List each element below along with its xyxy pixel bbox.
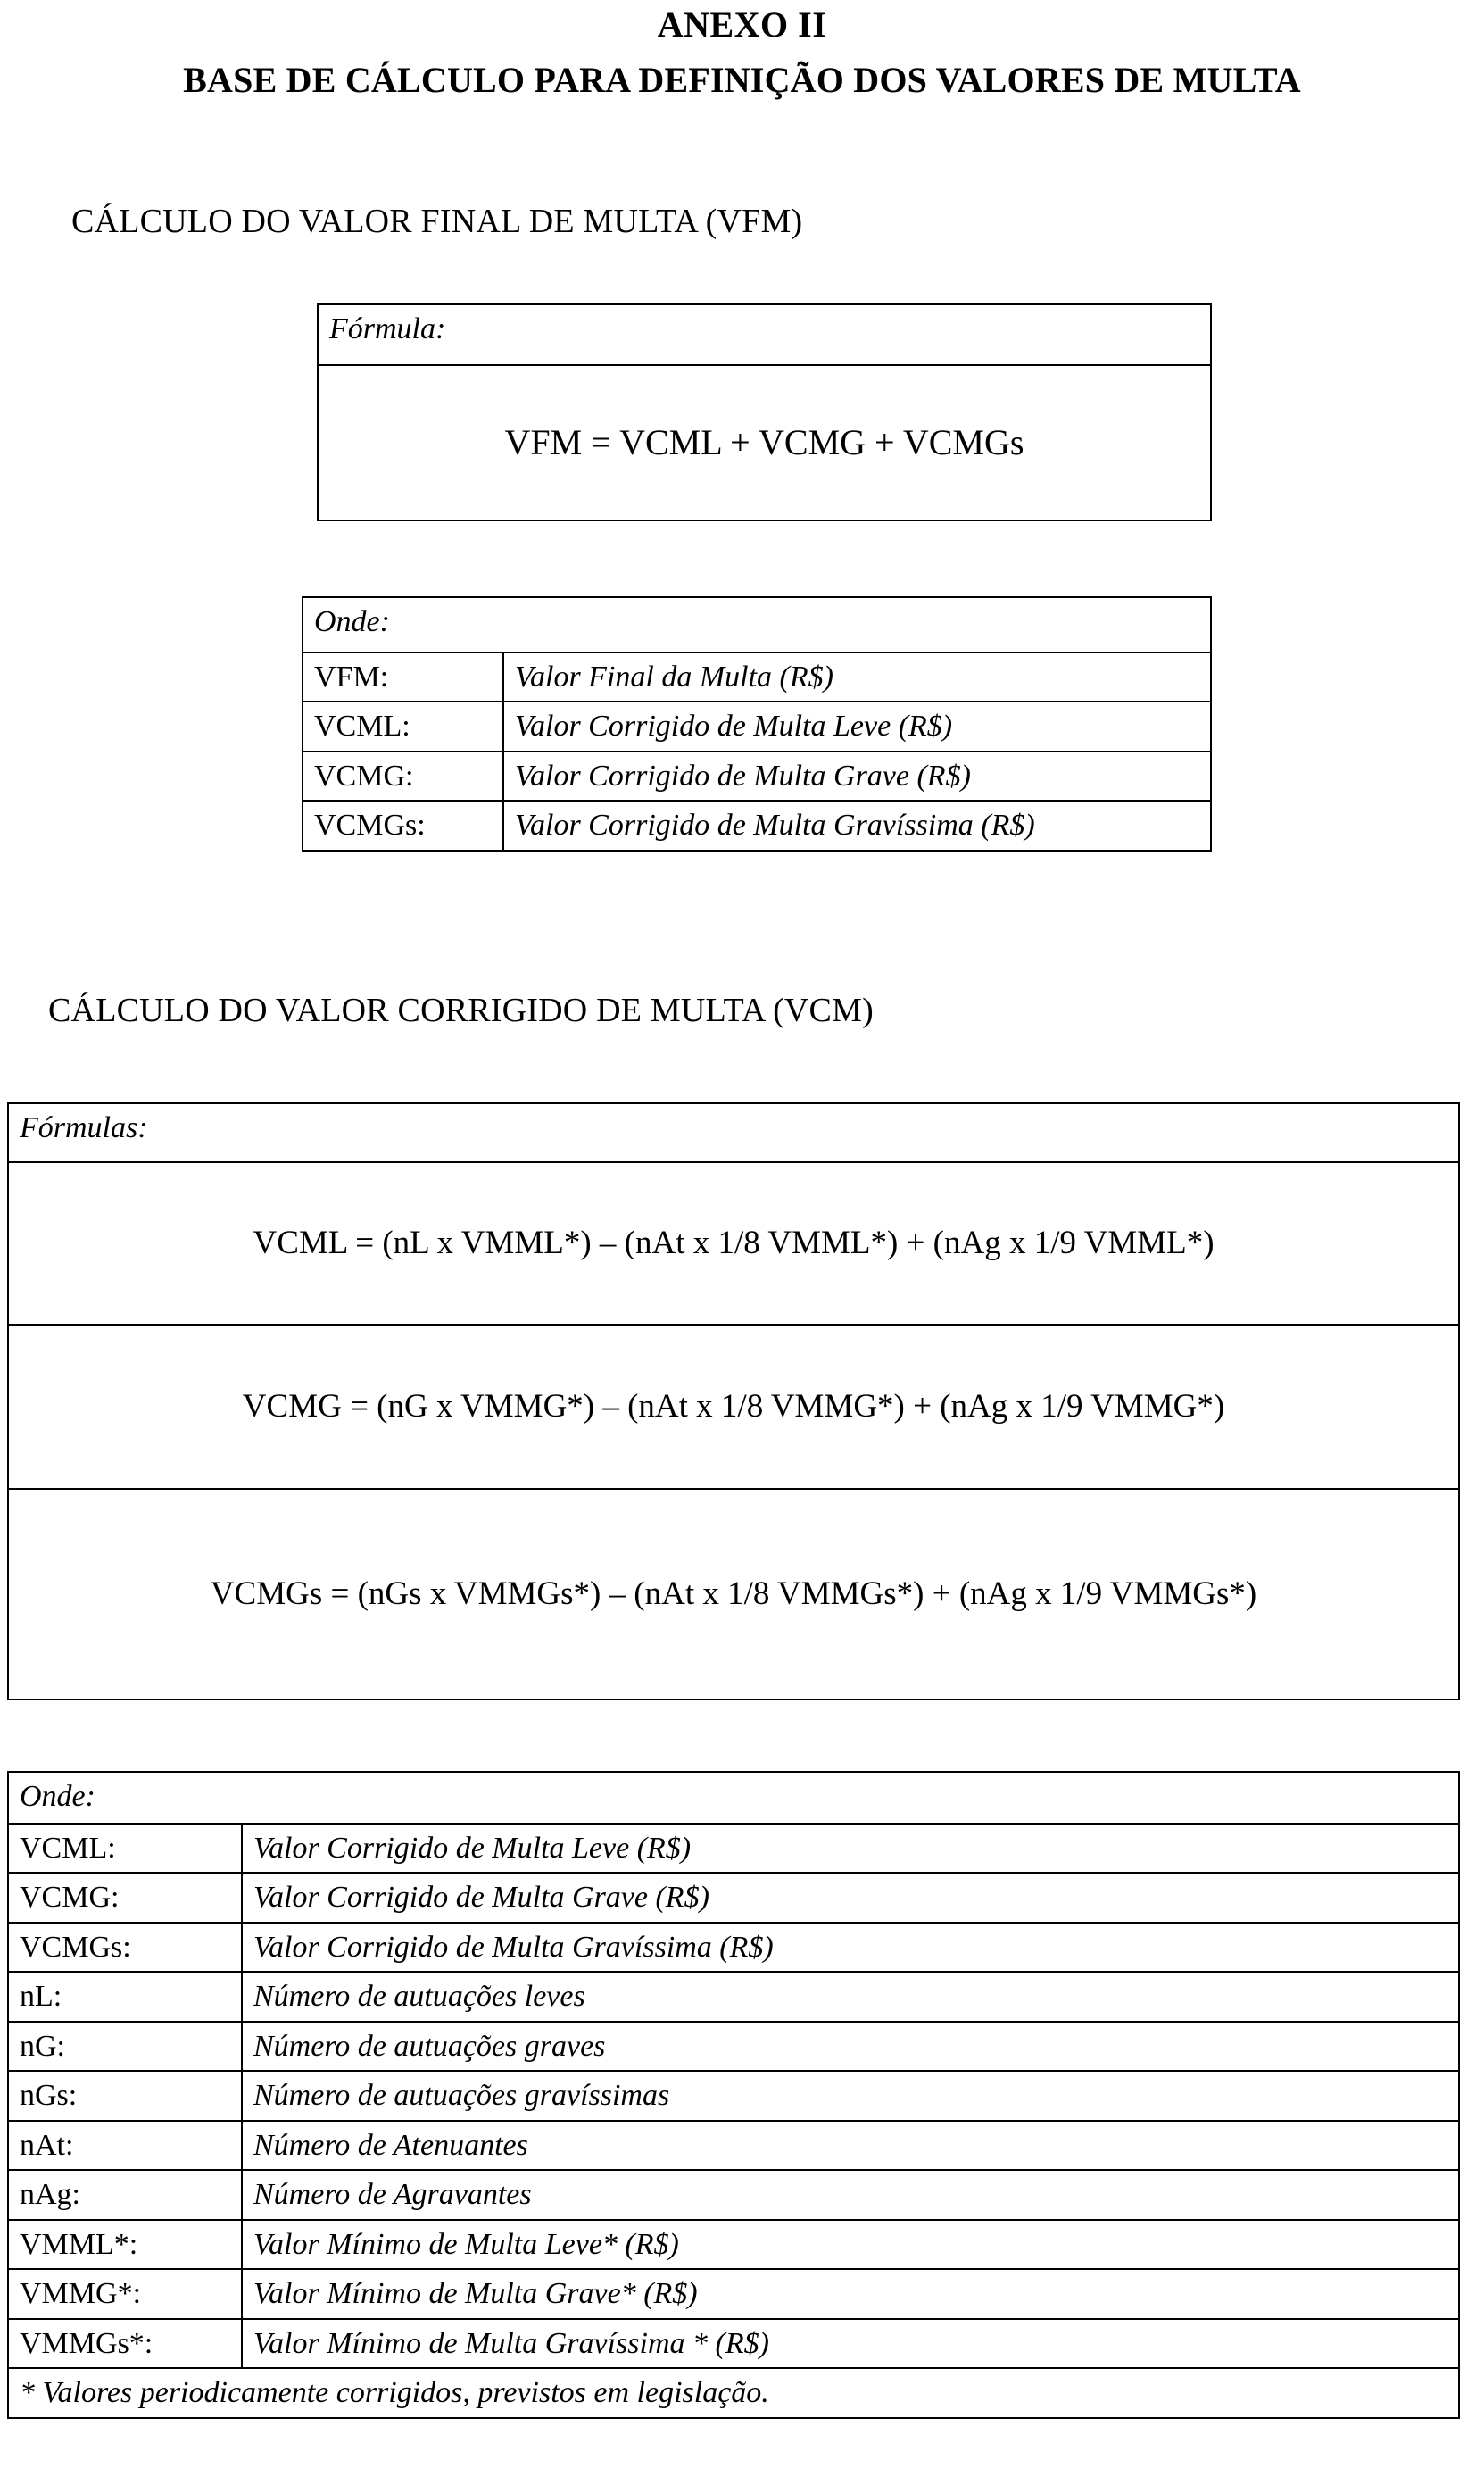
legend-definition: Número de autuações graves xyxy=(242,2022,1459,2071)
vcm-legend-table xyxy=(7,1771,1460,2419)
table-row xyxy=(318,365,1211,520)
legend-definition: Valor Corrigido de Multa Grave (R$) xyxy=(503,752,1211,801)
table-row xyxy=(8,2269,1459,2318)
vcml-formula-text: VCML = (nL x VMML*) – (nAt x 1/8 VMML*) + (nAg x 1/9 VMML*) xyxy=(8,1162,1459,1325)
legend-definition: Número de autuações gravíssimas xyxy=(242,2071,1459,2120)
table-row xyxy=(303,652,1211,702)
legend-footnote: * Valores periodicamente corrigidos, previstos em legislação. xyxy=(8,2368,1459,2417)
legend-definition: Valor Corrigido de Multa Gravíssima (R$) xyxy=(503,801,1211,850)
vfm-formula-box xyxy=(317,303,1212,521)
formulas-caption: Fórmulas: xyxy=(8,1103,1459,1162)
legend-definition: Valor Corrigido de Multa Leve (R$) xyxy=(242,1824,1459,1873)
legend-term: VMMGs*: xyxy=(8,2319,242,2368)
legend-definition: Valor Corrigido de Multa Gravíssima (R$) xyxy=(242,1923,1459,1972)
legend-term: VCMG: xyxy=(303,752,503,801)
legend-definition: Valor Mínimo de Multa Leve* (R$) xyxy=(242,2220,1459,2269)
vfm-legend-table xyxy=(302,596,1212,852)
legend-term: nL: xyxy=(8,1972,242,2021)
legend-term: VCML: xyxy=(8,1824,242,1873)
table-row xyxy=(8,1162,1459,1325)
table-row xyxy=(318,304,1211,365)
legend-term: VMML*: xyxy=(8,2220,242,2269)
legend-definition: Número de Atenuantes xyxy=(242,2121,1459,2170)
legend-definition: Número de autuações leves xyxy=(242,1972,1459,2021)
legend-definition: Valor Mínimo de Multa Gravíssima * (R$) xyxy=(242,2319,1459,2368)
legend-caption: Onde: xyxy=(8,1772,1459,1824)
legend-term: VFM: xyxy=(303,652,503,702)
legend-term: VCMGs: xyxy=(8,1923,242,1972)
table-row xyxy=(8,1824,1459,1873)
legend-term: nGs: xyxy=(8,2071,242,2120)
legend-term: nAt: xyxy=(8,2121,242,2170)
table-row xyxy=(8,1923,1459,1972)
table-row xyxy=(8,2220,1459,2269)
legend-term: VCMGs: xyxy=(303,801,503,850)
table-row xyxy=(8,2368,1459,2417)
table-row xyxy=(8,2170,1459,2219)
table-row xyxy=(8,1772,1459,1824)
section-heading-vfm: CÁLCULO DO VALOR FINAL DE MULTA (VFM) xyxy=(71,203,803,240)
table-row xyxy=(8,1489,1459,1700)
table-row xyxy=(8,1972,1459,2021)
legend-term: nG: xyxy=(8,2022,242,2071)
legend-definition: Valor Mínimo de Multa Grave* (R$) xyxy=(242,2269,1459,2318)
table-row xyxy=(8,2121,1459,2170)
legend-term: VCML: xyxy=(303,702,503,751)
table-row xyxy=(303,702,1211,751)
table-row xyxy=(8,1103,1459,1162)
legend-definition: Valor Final da Multa (R$) xyxy=(503,652,1211,702)
table-row xyxy=(8,2319,1459,2368)
table-row xyxy=(8,2071,1459,2120)
vcmgs-formula-text: VCMGs = (nGs x VMMGs*) – (nAt x 1/8 VMMGs*) + (nAg x 1/9 VMMGs*) xyxy=(8,1489,1459,1700)
legend-definition: Valor Corrigido de Multa Grave (R$) xyxy=(242,1873,1459,1922)
legend-caption: Onde: xyxy=(303,597,1211,652)
legend-term: nAg: xyxy=(8,2170,242,2219)
table-row xyxy=(303,597,1211,652)
legend-term: VCMG: xyxy=(8,1873,242,1922)
legend-term: VMMG*: xyxy=(8,2269,242,2318)
table-row xyxy=(8,1325,1459,1489)
legend-definition: Número de Agravantes xyxy=(242,2170,1459,2219)
table-row xyxy=(303,752,1211,801)
document-title: BASE DE CÁLCULO PARA DEFINIÇÃO DOS VALORES DE MULTA xyxy=(183,60,1301,100)
section-heading-vcm: CÁLCULO DO VALOR CORRIGIDO DE MULTA (VCM) xyxy=(48,992,874,1029)
formula-caption: Fórmula: xyxy=(318,304,1211,365)
table-row xyxy=(8,2022,1459,2071)
annex-label: ANEXO II xyxy=(657,4,827,45)
vfm-formula-text: VFM = VCML + VCMG + VCMGs xyxy=(318,365,1211,520)
legend-definition: Valor Corrigido de Multa Leve (R$) xyxy=(503,702,1211,751)
vcm-formulas-box xyxy=(7,1102,1460,1700)
vcmg-formula-text: VCMG = (nG x VMMG*) – (nAt x 1/8 VMMG*) + (nAg x 1/9 VMMG*) xyxy=(8,1325,1459,1489)
table-row xyxy=(8,1873,1459,1922)
table-row xyxy=(303,801,1211,850)
